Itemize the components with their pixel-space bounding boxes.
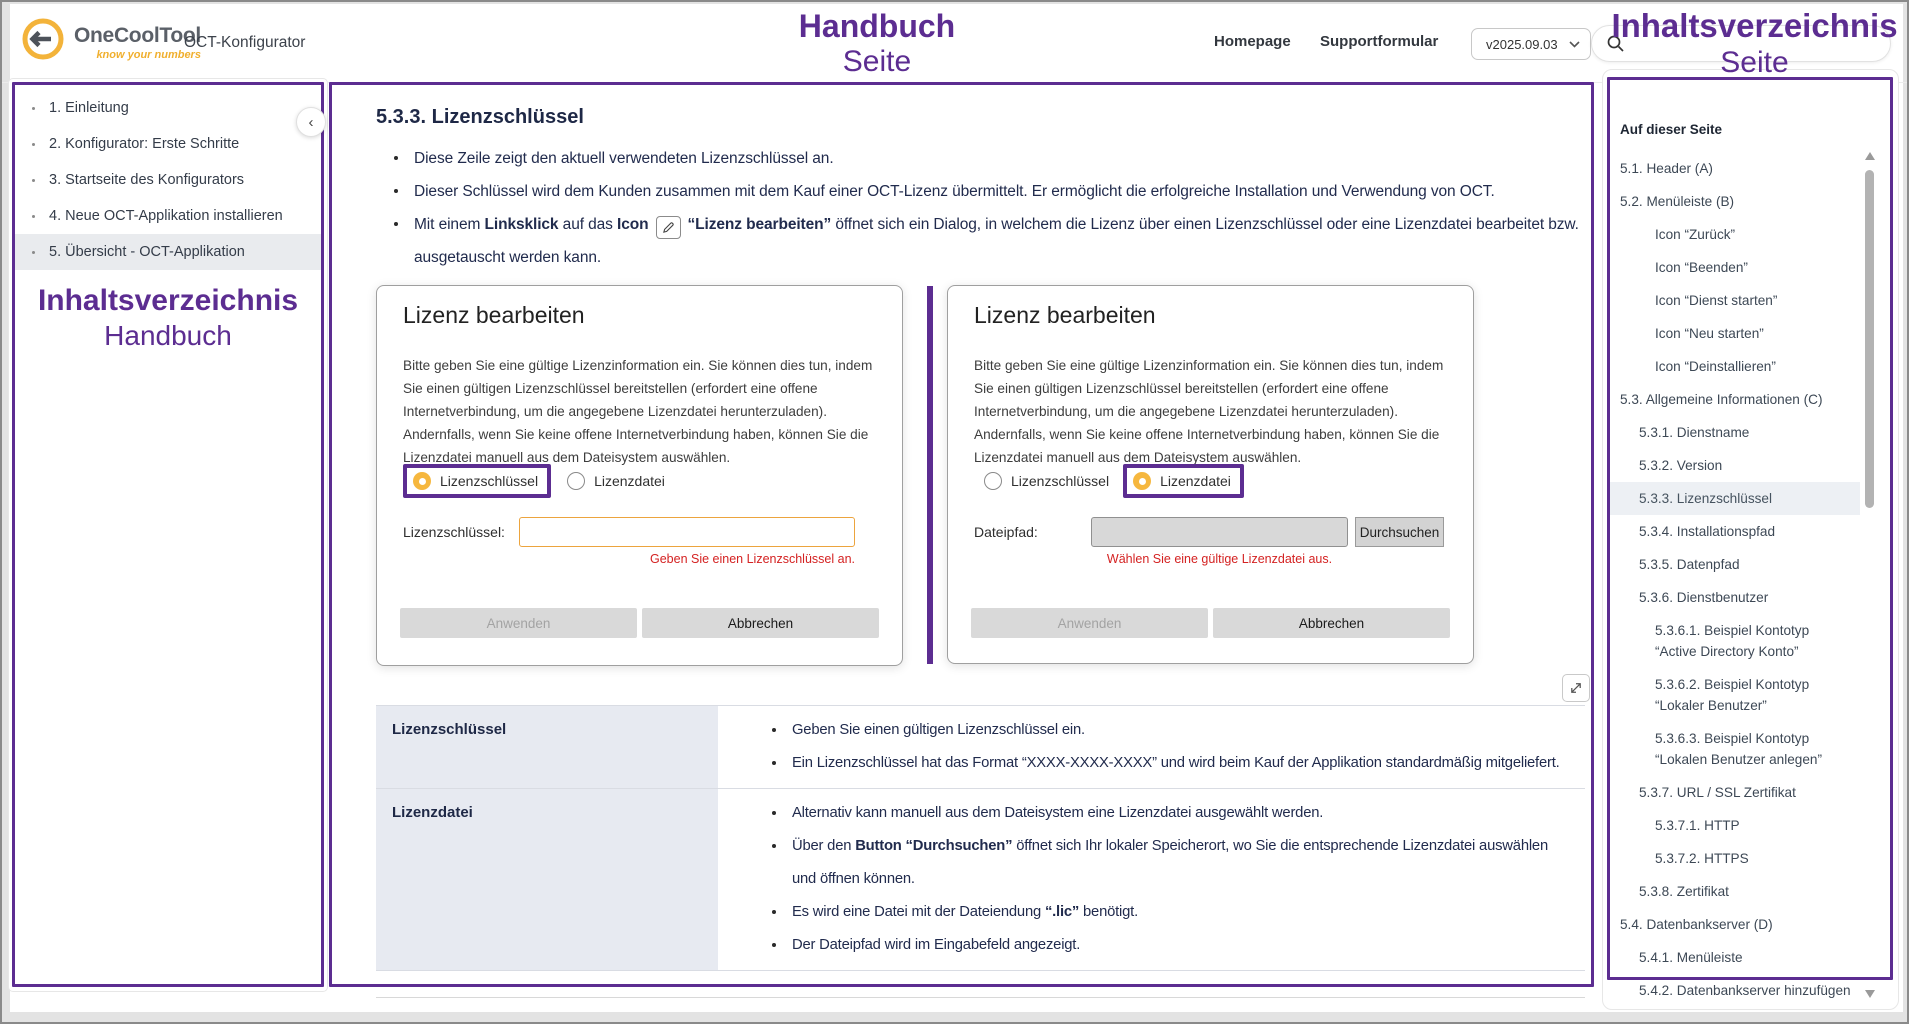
toc-item[interactable]: 5.2. Menüleiste (B) — [1620, 194, 1735, 209]
text-run: Mit einem — [414, 216, 485, 233]
text-run: Alternativ kann manuell aus dem Dateisystem eine Lizenzdatei ausgewählt werden. — [792, 805, 1324, 821]
text-run-bold: Icon — [617, 216, 649, 233]
screenshot-dialog-license-file — [947, 285, 1474, 664]
license-key-field-label: Lizenzschlüssel: — [403, 524, 505, 540]
table-bullet — [772, 896, 1573, 929]
text-run: Über den — [792, 838, 856, 854]
text-run-bold: Linksklick — [484, 216, 559, 233]
manual-sidebar-nav — [12, 90, 324, 270]
annotation-toc-manual-line2: Handbuch — [104, 320, 232, 351]
onecooltool-logo-icon — [20, 16, 66, 62]
nav-supportformular[interactable]: Supportformular — [1320, 33, 1439, 50]
text-run: Geben Sie einen gültigen Lizenzschlüssel ein. — [792, 722, 1085, 738]
toc-item[interactable]: 5.3.7.2. HTTPS — [1655, 851, 1749, 866]
dialog-body-text: Bitte geben Sie eine gültige Lizenzinformation ein. Sie können dies tun, indem Sie einen gültigen Lizenzschlüssel bereitstellen (erfordert eine offene Internetverbindung, um die angegebene Lizenzdatei herunterzuladen). Andernfalls, wenn Sie keine offene Internetverbindung haben, können Sie die Lizenzdatei manuell aus dem Dateisystem auswählen. — [403, 358, 873, 465]
radio-label: Lizenzschlüssel — [440, 473, 539, 489]
radio-unselected-icon — [567, 472, 585, 490]
sidebar-item[interactable] — [12, 90, 324, 126]
intro-bullet-3 — [376, 208, 1581, 274]
toc-item[interactable]: Icon “Beenden” — [1655, 260, 1748, 275]
validation-hint: Wählen Sie eine gültige Lizenzdatei aus. — [1106, 552, 1333, 566]
toc-item[interactable]: 5.1. Header (A) — [1620, 161, 1713, 176]
file-path-field-label: Dateipfad: — [974, 524, 1038, 540]
table-bullet — [772, 830, 1573, 896]
logo-tagline: know your numbers — [96, 49, 201, 61]
content-bottom-divider — [376, 997, 1585, 998]
chevron-down-icon — [1569, 41, 1580, 48]
sidebar-item[interactable] — [12, 162, 324, 198]
toc-item[interactable]: Icon “Dienst starten” — [1655, 293, 1778, 308]
intro-bullets — [376, 142, 1581, 274]
apply-button: Anwenden — [400, 608, 637, 638]
text-run: Der Dateipfad wird im Eingabefeld angezeigt. — [792, 937, 1081, 953]
table-definition-cell — [718, 789, 1585, 970]
toc-item[interactable]: 5.4.1. Menüleiste — [1639, 950, 1743, 965]
table-bullet — [772, 747, 1573, 780]
sidebar-item[interactable] — [12, 126, 324, 162]
scrollbar-thumb[interactable] — [1865, 170, 1874, 508]
sidebar-item-label: 3. Startseite des Konfigurators — [49, 172, 245, 188]
annotation-divider-line — [927, 286, 933, 664]
dialog-title: Lizenz bearbeiten — [974, 302, 1156, 328]
cancel-button: Abbrechen — [1213, 608, 1450, 638]
toc-item[interactable]: Icon “Zurück” — [1655, 227, 1736, 242]
table-bullet — [772, 929, 1573, 962]
table-term-cell: Lizenzschlüssel — [376, 706, 718, 788]
annotation-handbuch-page-line2: Seite — [842, 45, 912, 78]
radio-label: Lizenzdatei — [594, 473, 665, 489]
text-run-bold: “.lic” — [1044, 904, 1080, 920]
radio-lizenzdatei — [1133, 472, 1231, 490]
expand-image-button[interactable] — [1562, 674, 1590, 702]
radio-label: Lizenzdatei — [1160, 473, 1231, 489]
radio-label: Lizenzschlüssel — [1011, 473, 1110, 489]
bullet-dot — [32, 251, 35, 254]
sidebar-item-label: 4. Neue OCT-Applikation installieren — [49, 208, 283, 224]
version-dropdown[interactable] — [1471, 28, 1591, 60]
toc-item-active[interactable]: 5.3.3. Lizenzschlüssel — [1608, 482, 1860, 515]
toc-item[interactable]: 5.3.2. Version — [1639, 458, 1723, 473]
sidebar-item-label: 1. Einleitung — [49, 100, 129, 116]
sidebar-item-label: 5. Übersicht - OCT-Applikation — [49, 244, 245, 260]
validation-hint: Geben Sie einen Lizenzschlüssel an. — [650, 552, 855, 566]
text-run-bold: “Lizenz bearbeiten” — [687, 216, 832, 233]
annotation-radio-highlight — [1123, 464, 1244, 498]
dialog-body-text: Bitte geben Sie eine gültige Lizenzinformation ein. Sie können dies tun, indem Sie einen gültigen Lizenzschlüssel bereitstellen (erfordert eine offene Internetverbindung, um die angegebene Lizenzdatei herunterzuladen). Andernfalls, wenn Sie keine offene Internetverbindung haben, können Sie die Lizenzdatei manuell aus dem Dateisystem auswählen. — [974, 358, 1444, 465]
scrollbar-down-arrow[interactable] — [1865, 990, 1875, 998]
intro-bullet-2: Dieser Schlüssel wird dem Kunden zusammen mit dem Kauf einer OCT-Lizenz übermittelt. Er ermöglicht die erfolgreiche Installation und Verwendung von OCT. — [376, 175, 1581, 208]
annotation-toc-manual-line1: Inhaltsverzeichnis — [37, 284, 299, 317]
radio-unselected-icon — [984, 472, 1002, 490]
logo-link[interactable] — [20, 16, 201, 62]
text-run: Es wird eine Datei mit der Dateiendung — [792, 904, 1045, 920]
page-title: 5.3.3. Lizenzschlüssel — [376, 106, 584, 128]
toc-item[interactable]: 5.4.2. Datenbankserver hinzufügen — [1639, 983, 1851, 998]
table-definition-cell — [718, 706, 1585, 788]
browse-button: Durchsuchen — [1355, 517, 1444, 547]
logo-title: OneCoolTool — [74, 24, 201, 47]
text-run: benötigt. — [1079, 904, 1138, 920]
toc-item[interactable]: 5.3.4. Installationspfad — [1639, 524, 1776, 539]
text-run: öffnet sich Ihr lokaler Speicherort, wo Sie die entsprechende Lizenzdatei auswählen und öffnen können. — [792, 838, 1548, 887]
sidebar-item[interactable] — [12, 198, 324, 234]
text-run-bold: Button “Durchsuchen” — [855, 838, 1013, 854]
annotation-toc-page-line1: Inhaltsverzeichnis — [1611, 7, 1898, 44]
scrollbar-up-arrow[interactable] — [1865, 152, 1875, 160]
cancel-button: Abbrechen — [642, 608, 879, 638]
toc-item[interactable]: Icon “Neu starten” — [1655, 326, 1764, 341]
annotation-toc-page-line2: Seite — [1720, 46, 1789, 79]
toc-item[interactable]: 5.3.5. Datenpfad — [1639, 557, 1740, 572]
table-bullet — [772, 714, 1573, 747]
toc-item[interactable]: 5.3.1. Dienstname — [1639, 425, 1750, 440]
expand-icon — [1569, 681, 1583, 695]
chevron-left-icon: ‹ — [308, 113, 314, 131]
app-name: OCT-Konfigurator — [184, 34, 306, 51]
toc-item[interactable]: 5.3.6.3. Beispiel Kontotyp “Lokalen Benutzer anlegen” — [1655, 731, 1823, 767]
toc-item[interactable]: 5.3.6. Dienstbenutzer — [1639, 590, 1769, 605]
bullet-dot — [32, 107, 35, 110]
annotation-radio-highlight — [403, 464, 551, 498]
table-row — [376, 789, 1585, 971]
toc-item[interactable]: Icon “Deinstallieren” — [1655, 359, 1776, 374]
dialog-title: Lizenz bearbeiten — [403, 302, 585, 328]
intro-bullet-1: Diese Zeile zeigt den aktuell verwendeten Lizenzschlüssel an. — [376, 142, 1581, 175]
page-toc-nav — [1608, 152, 1860, 1007]
sidebar-item-label: 2. Konfigurator: Erste Schritte — [49, 136, 240, 152]
definition-table — [376, 705, 1585, 971]
license-key-input — [519, 517, 855, 547]
toc-item[interactable]: 5.3.6.2. Beispiel Kontotyp “Lokaler Benutzer” — [1655, 677, 1810, 713]
bullet-dot — [32, 215, 35, 218]
radio-selected-icon — [413, 472, 431, 490]
text-run: öffnet sich ein Dialog, in welchem die Lizenz über einen Lizenzschlüssel oder eine Lizenzdatei bearbeitet bzw. ausgetauscht werden kann. — [414, 216, 1579, 266]
radio-lizenzschluessel — [984, 472, 1109, 490]
version-dropdown-value: v2025.09.03 — [1486, 36, 1558, 52]
table-bullet — [772, 797, 1573, 830]
nav-homepage[interactable]: Homepage — [1214, 33, 1291, 50]
apply-button: Anwenden — [971, 608, 1208, 638]
table-term-cell: Lizenzdatei — [376, 789, 718, 970]
annotation-handbuch-page-line1: Handbuch — [798, 8, 956, 44]
bullet-dot — [32, 179, 35, 182]
table-row — [376, 706, 1585, 789]
toc-heading: Auf dieser Seite — [1620, 122, 1723, 137]
toc-item[interactable]: 5.3. Allgemeine Informationen (C) — [1620, 392, 1823, 407]
screenshot-dialog-license-key — [376, 285, 903, 666]
radio-lizenzdatei — [567, 472, 665, 490]
text-run: Ein Lizenzschlüssel hat das Format “XXXX-XXXX-XXXX” und wird beim Kauf der Applikation standardmäßig mitgeliefert. — [792, 755, 1560, 771]
radio-selected-icon — [1133, 472, 1151, 490]
bullet-dot — [32, 143, 35, 146]
toc-item[interactable]: 5.3.7.1. HTTP — [1655, 818, 1740, 833]
toc-item[interactable]: 5.4. Datenbankserver (D) — [1620, 917, 1773, 932]
toc-item[interactable]: 5.3.7. URL / SSL Zertifikat — [1639, 785, 1796, 800]
sidebar-collapse-button[interactable] — [296, 107, 326, 137]
edit-pencil-icon — [656, 216, 681, 239]
toc-item[interactable]: 5.3.8. Zertifikat — [1639, 884, 1729, 899]
sidebar-item[interactable] — [12, 234, 324, 270]
text-run: auf das — [558, 216, 618, 233]
radio-lizenzschluessel — [413, 472, 538, 490]
file-path-input — [1091, 517, 1348, 547]
toc-item[interactable]: 5.3.6.1. Beispiel Kontotyp “Active Directory Konto” — [1655, 623, 1810, 659]
